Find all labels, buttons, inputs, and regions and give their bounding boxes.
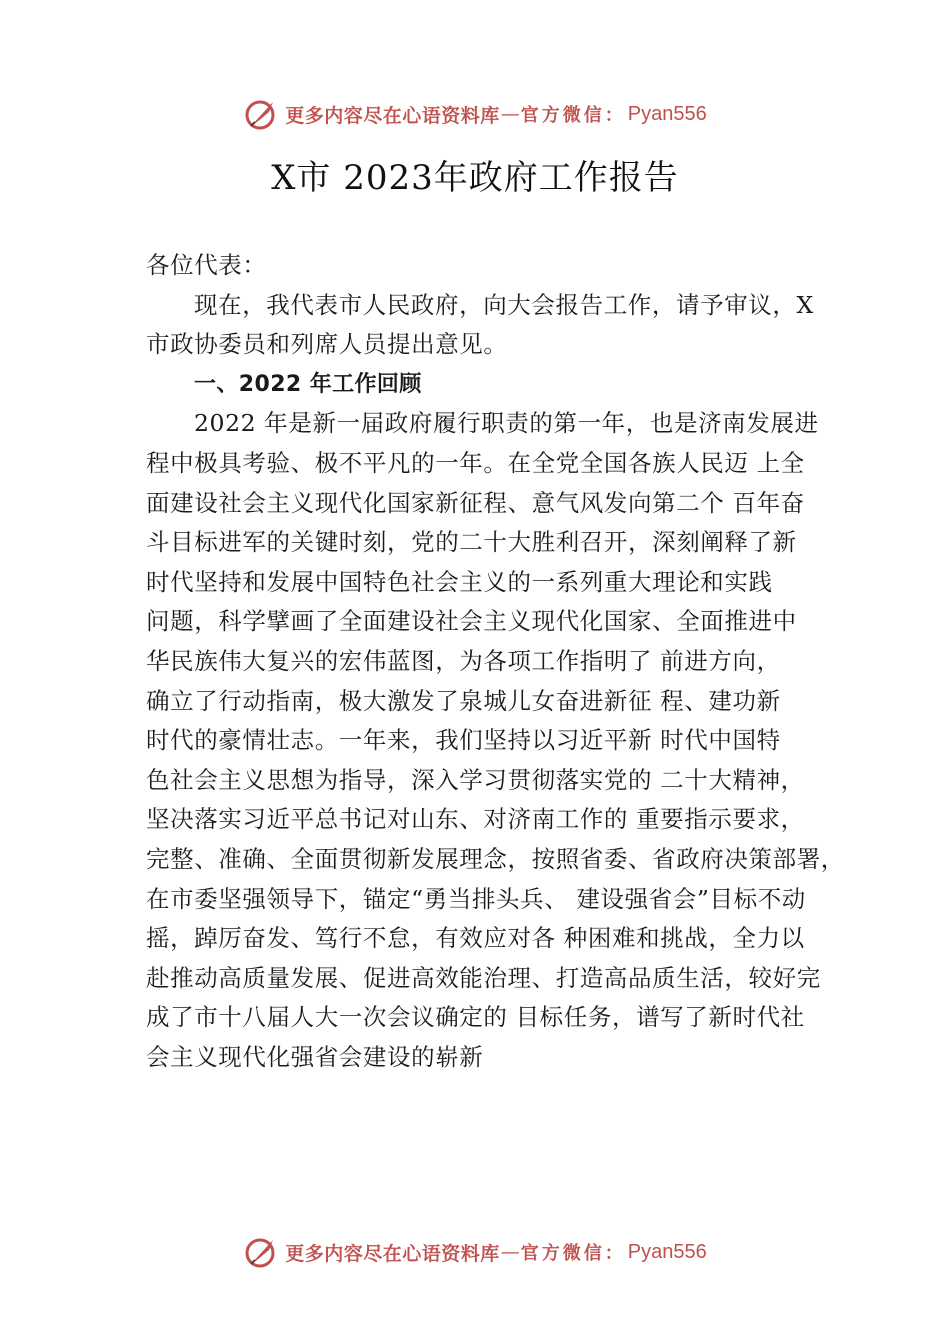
footer-banner [0, 1232, 950, 1272]
quill-pen-logo-icon [243, 96, 279, 132]
banner-wechat-label: 官方微信： [520, 105, 626, 126]
body-line: 坚决落实习近平总书记对山东、对济南工作的 重要指示要求， [146, 805, 805, 834]
body-line: 在市委坚强领导下，锚定“勇当排头兵、 建设强省会”目标不动 [146, 884, 806, 913]
body-line: 成了市十八届人大一次会议确定的 目标任务，谱写了新时代社 [146, 1003, 805, 1032]
body-line: 时代坚持和发展中国特色社会主义的一系列重大理论和实践 [146, 567, 773, 596]
body-line: 赴推动高质量发展、促进高效能治理、打造高品质生活，较好完 [146, 963, 821, 992]
quill-pen-logo-icon [243, 1234, 279, 1270]
banner-separator: — [500, 1241, 520, 1263]
banner-promo-text: 更多内容尽在心语资料库 [285, 104, 500, 127]
body-line: 斗目标进军的关键时刻，党的二十大胜利召开，深刻阐释了新 [146, 528, 797, 557]
body-line: 会主义现代化强省会建设的崭新 [146, 1042, 484, 1071]
document-body [146, 246, 846, 1077]
greeting: 各位代表： [146, 251, 267, 279]
document-title: X市 2023年政府工作报告 [271, 158, 679, 198]
banner-promo-text: 更多内容尽在心语资料库 [285, 1242, 500, 1265]
body-line: 程中极具考验、极不平凡的一年。在全党全国各族人民迈 上全 [146, 448, 805, 477]
body-line: 华民族伟大复兴的宏伟蓝图，为各项工作指明了 前进方向， [146, 646, 781, 675]
body-line: 摇，踔厉奋发、笃行不怠，有效应对各 种困难和挑战，全力以 [146, 924, 805, 953]
banner-wechat-id: Pyan556 [627, 102, 707, 125]
body-line: 面建设社会主义现代化国家新征程、意气风发向第二个 百年奋 [146, 488, 805, 517]
body-line: 问题，科学擘画了全面建设社会主义现代化国家、全面推进中 [146, 607, 797, 636]
banner-wechat-id: Pyan556 [627, 1240, 707, 1263]
body-line: 2022 年是新一届政府履行职责的第一年，也是济南发展进 [194, 409, 819, 438]
body-line: 确立了行动指南，极大激发了泉城儿女奋进新征 程、建功新 [146, 686, 781, 715]
banner-separator: — [500, 103, 520, 125]
intro-line: 现在，我代表市人民政府，向大会报告工作，请予审议，X [194, 290, 814, 319]
body-line: 完整、准确、全面贯彻新发展理念，按照省委、省政府决策部署， [146, 844, 845, 873]
intro-line: 市政协委员和列席人员提出意见。 [146, 330, 508, 359]
banner-wechat-label: 官方微信： [520, 1243, 626, 1264]
header-banner [0, 94, 950, 134]
body-line: 色社会主义思想为指导，深入学习贯彻落实党的 二十大精神， [146, 765, 805, 794]
body-line: 时代的豪情壮志。一年来，我们坚持以习近平新 时代中国特 [146, 726, 781, 755]
section-heading: 一、2022 年工作回顾 [194, 371, 422, 397]
